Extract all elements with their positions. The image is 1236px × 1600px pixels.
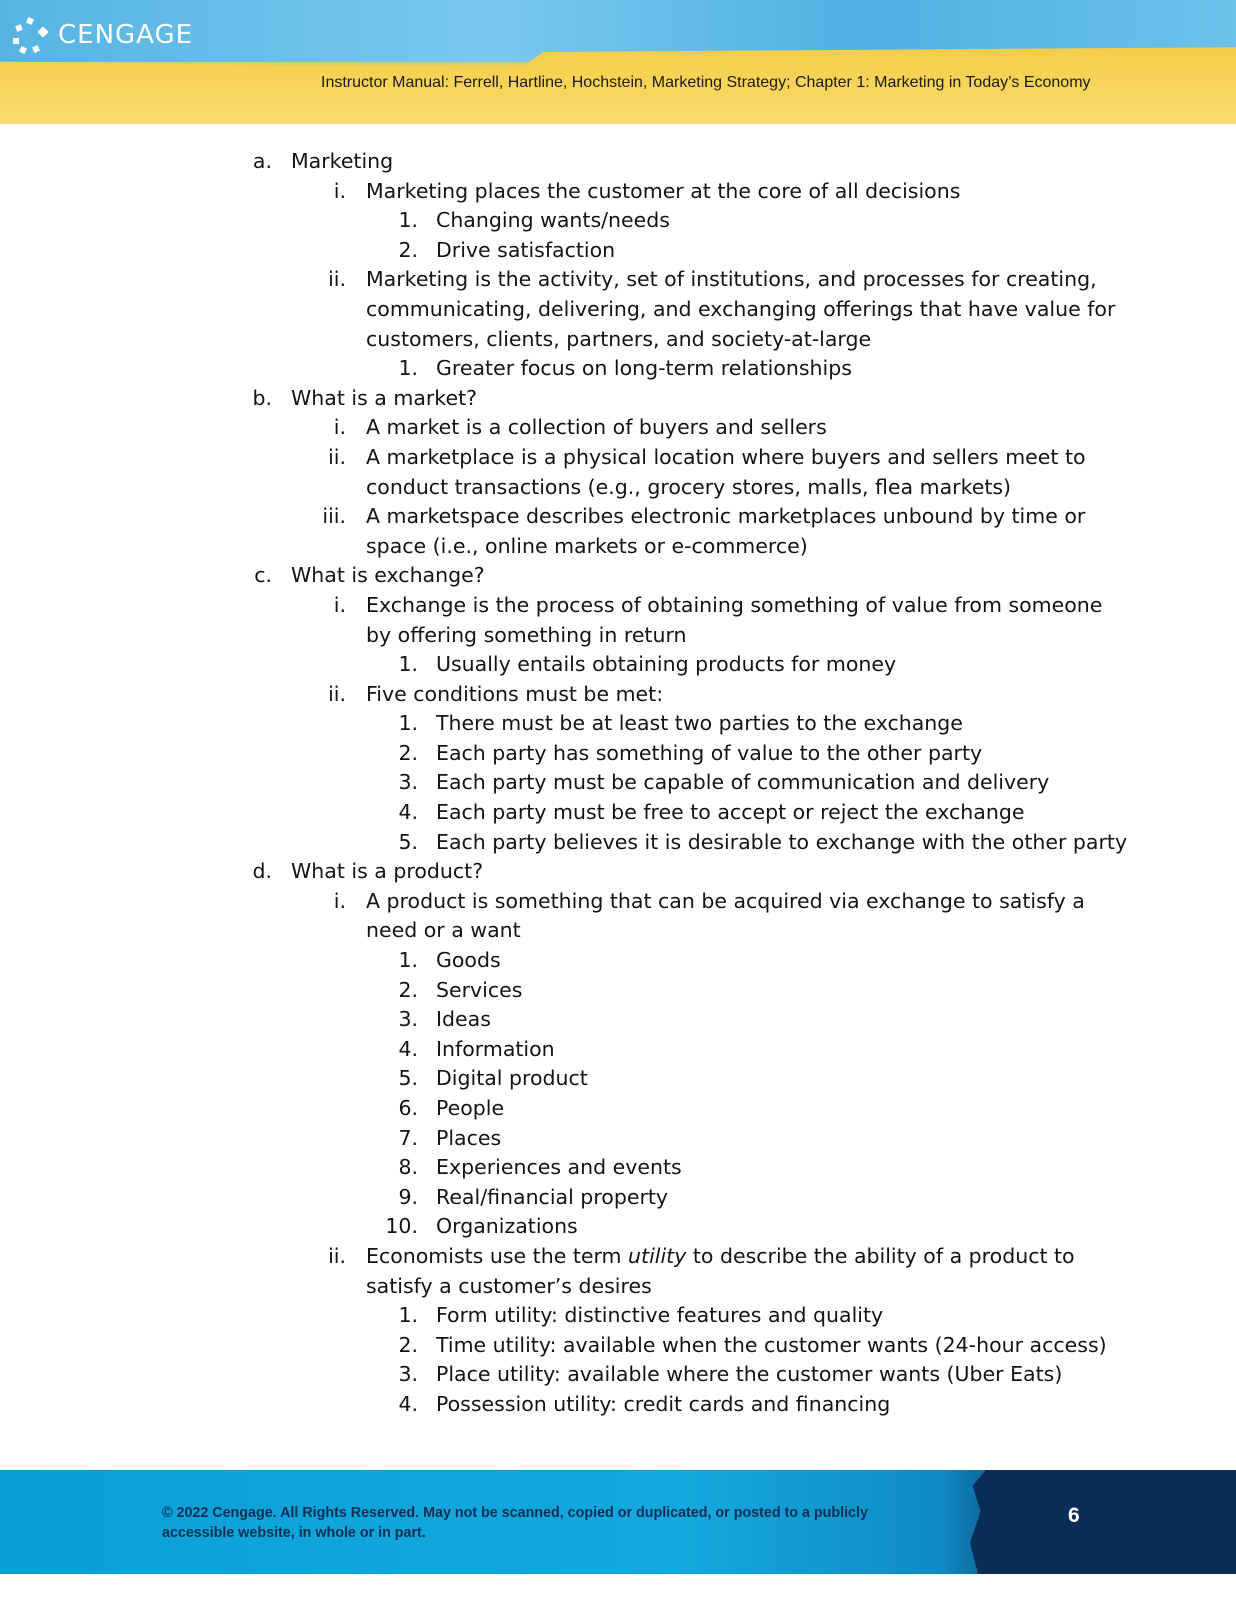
- outline-item: [0, 1094, 1236, 1124]
- page-footer: [0, 1470, 1236, 1574]
- outline-text: Usually entails obtaining products for money: [436, 652, 897, 677]
- outline-item: [0, 532, 1236, 562]
- outline-text: Real/financial property: [436, 1184, 669, 1209]
- outline-text-italic: utility: [628, 1243, 687, 1268]
- outline-text: People: [436, 1096, 505, 1120]
- outline-text: customers, clients, partners, and society-at-large: [366, 326, 872, 351]
- outline-marker: 10.: [385, 1214, 418, 1239]
- outline-marker: i.: [333, 592, 346, 617]
- outline-text: conduct transactions (e.g., grocery stores, malls, flea markets): [366, 474, 1012, 499]
- outline-marker: 2.: [398, 237, 418, 262]
- outline-text: Experiences and events: [436, 1155, 682, 1180]
- outline-item: [0, 798, 1236, 828]
- page-header: [0, 0, 1236, 124]
- outline-item: [0, 621, 1236, 651]
- outline-item: [0, 1360, 1236, 1390]
- outline-marker: 4.: [398, 1036, 418, 1061]
- outline-text: Marketing is the activity, set of institutions, and processes for creating,: [366, 267, 1097, 292]
- outline-marker: 8.: [398, 1155, 418, 1180]
- outline-item: [0, 1301, 1236, 1331]
- outline-text: A product is something that can be acquired via exchange to satisfy a: [366, 888, 1085, 913]
- logo-text: CENGAGE: [58, 20, 194, 50]
- cengage-logo-icon: [12, 16, 50, 54]
- outline-marker: ii.: [328, 1243, 346, 1268]
- outline-item: [0, 354, 1236, 384]
- outline-item: [0, 443, 1236, 473]
- outline-marker: b.: [252, 385, 272, 410]
- outline-item: [0, 828, 1236, 858]
- outline-text: [366, 1242, 1075, 1272]
- footer-navy-panel: [970, 1470, 1236, 1574]
- outline-text: A market is a collection of buyers and sellers: [366, 415, 827, 440]
- outline-marker: ii.: [328, 681, 346, 706]
- outline-item: [0, 473, 1236, 503]
- outline-text: Exchange is the process of obtaining something of value from someone: [366, 592, 1103, 617]
- outline-text-before: Economists use the term: [366, 1243, 629, 1268]
- outline-item: [0, 413, 1236, 443]
- outline-marker: 6.: [398, 1096, 418, 1120]
- outline-marker: 1.: [398, 948, 418, 973]
- outline-item: [0, 916, 1236, 946]
- outline-item: [0, 147, 1236, 177]
- outline-item: [0, 295, 1236, 325]
- outline-item: [0, 709, 1236, 739]
- outline-marker: 3.: [398, 1007, 418, 1032]
- outline-text: Form utility: distinctive features and quality: [436, 1303, 884, 1328]
- outline-text: Goods: [436, 948, 501, 973]
- copyright-notice: © 2022 Cengage. All Rights Reserved. May not be scanned, copied or duplicated, or posted to a publicly accessible website, in whole or in part.: [162, 1505, 868, 1541]
- outline-text-after: to describe the ability of a product to: [686, 1243, 1075, 1268]
- outline-text: There must be at least two parties to the exchange: [436, 711, 963, 736]
- outline-item: [0, 265, 1236, 295]
- outline-marker: 4.: [398, 800, 418, 825]
- outline-text: A marketspace describes electronic marketplaces unbound by time or: [366, 504, 1086, 529]
- outline-text: satisfy a customer’s desires: [366, 1273, 652, 1298]
- outline-text: space (i.e., online markets or e-commerce): [366, 533, 808, 558]
- outline-item: [0, 857, 1236, 887]
- outline-marker: 5.: [398, 1066, 418, 1091]
- outline-marker: 5.: [398, 829, 418, 854]
- outline-text: Information: [436, 1036, 555, 1061]
- outline-item: [0, 236, 1236, 266]
- outline-text: need or a want: [366, 918, 521, 943]
- outline-body: [0, 147, 1236, 1420]
- outline-marker: 9.: [398, 1184, 418, 1209]
- outline-marker: 1.: [398, 711, 418, 736]
- outline-text: Organizations: [436, 1214, 578, 1239]
- outline-item: [0, 1212, 1236, 1242]
- outline-item: [0, 976, 1236, 1006]
- outline-text: A marketplace is a physical location where buyers and sellers meet to: [366, 444, 1086, 469]
- outline-text: Time utility: available when the customer wants (24-hour access): [436, 1332, 1107, 1357]
- outline-marker: 3.: [398, 1362, 418, 1387]
- outline-text: Drive satisfaction: [436, 237, 616, 262]
- outline-text: Place utility: available where the customer wants (Uber Eats): [436, 1362, 1063, 1387]
- outline-marker: 2.: [398, 1332, 418, 1357]
- running-head: Instructor Manual: Ferrell, Hartline, Hochstein, Marketing Strategy; Chapter 1: Marketing in Today’s Economy: [321, 74, 1091, 91]
- outline-text: Five conditions must be met:: [366, 681, 664, 706]
- outline-text: by offering something in return: [366, 622, 687, 647]
- outline-marker: 4.: [398, 1391, 418, 1416]
- outline-marker: d.: [252, 859, 272, 884]
- outline-text: communicating, delivering, and exchanging offerings that have value for: [366, 296, 1116, 321]
- outline-item: [0, 206, 1236, 236]
- outline-item: [0, 1272, 1236, 1302]
- outline-text: Changing wants/needs: [436, 208, 670, 233]
- outline-text: Possession utility: credit cards and financing: [436, 1391, 891, 1416]
- outline-marker: ii.: [328, 444, 346, 469]
- outline-marker: a.: [252, 149, 272, 173]
- outline-item: [0, 1331, 1236, 1361]
- outline-item: [0, 768, 1236, 798]
- outline-marker: 1.: [398, 1303, 418, 1328]
- outline-marker: ii.: [328, 267, 346, 292]
- outline-marker: 1.: [398, 356, 418, 381]
- outline-text: Services: [436, 977, 523, 1002]
- outline-marker: i.: [333, 178, 346, 203]
- outline-text: Marketing places the customer at the core of all decisions: [366, 178, 961, 203]
- outline-text: Each party has something of value to the other party: [436, 740, 983, 765]
- outline-item: [0, 887, 1236, 917]
- outline-text: Marketing: [291, 149, 394, 173]
- outline-marker: 2.: [398, 740, 418, 765]
- outline-text: What is exchange?: [291, 563, 485, 588]
- outline-text: Ideas: [436, 1007, 491, 1032]
- outline-item: [0, 561, 1236, 591]
- outline-marker: 3.: [398, 770, 418, 795]
- outline-item: [0, 739, 1236, 769]
- outline-item: [0, 177, 1236, 207]
- outline-item: [0, 1390, 1236, 1420]
- outline-text: What is a product?: [291, 859, 484, 884]
- outline-item: [0, 1035, 1236, 1065]
- outline-text: Each party must be capable of communication and delivery: [436, 770, 1050, 795]
- outline-item: [0, 1153, 1236, 1183]
- outline-text: Greater focus on long-term relationships: [436, 356, 852, 381]
- outline-marker: 1.: [398, 652, 418, 677]
- outline-item: [0, 650, 1236, 680]
- outline-text: Each party must be free to accept or reject the exchange: [436, 800, 1025, 825]
- outline-marker: c.: [254, 563, 272, 588]
- outline-item: [0, 1064, 1236, 1094]
- outline-marker: i.: [333, 415, 346, 440]
- outline-item: [0, 502, 1236, 532]
- page-number: 6: [1068, 1504, 1080, 1527]
- outline-item: [0, 384, 1236, 414]
- outline-item: [0, 946, 1236, 976]
- outline-text: Digital product: [436, 1066, 588, 1091]
- outline-marker: 2.: [398, 977, 418, 1002]
- outline-text: Places: [436, 1125, 502, 1150]
- outline-marker: iii.: [322, 504, 346, 529]
- outline-marker: i.: [333, 888, 346, 913]
- outline-item: [0, 1124, 1236, 1154]
- outline-marker: 7.: [398, 1125, 418, 1150]
- outline-item: [0, 1005, 1236, 1035]
- outline-item: [0, 1183, 1236, 1213]
- outline-text: What is a market?: [291, 385, 477, 410]
- outline-item: [0, 1242, 1236, 1272]
- outline-item: [0, 680, 1236, 710]
- outline-item: [0, 325, 1236, 355]
- outline-marker: 1.: [398, 208, 418, 233]
- cengage-logo: [12, 16, 193, 54]
- outline-item: [0, 591, 1236, 621]
- outline-text: Each party believes it is desirable to exchange with the other party: [436, 829, 1128, 854]
